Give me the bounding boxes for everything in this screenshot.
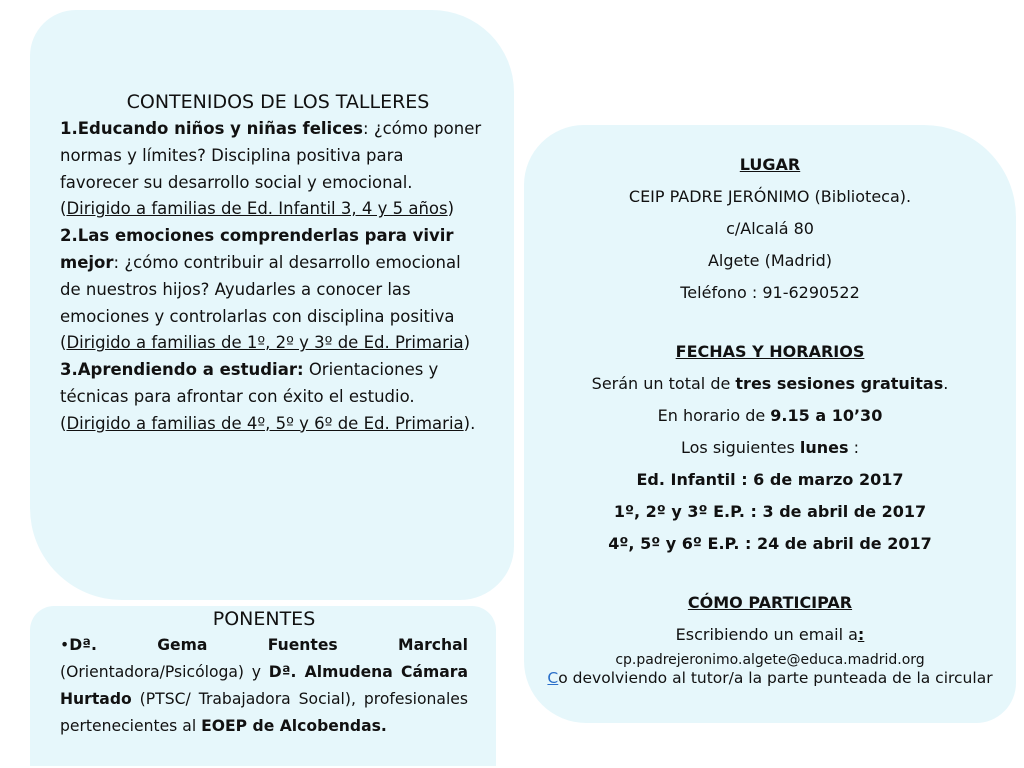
ponente-2-name: Dª. Almudena Cámara Hurtado (60, 663, 468, 708)
taller-2-audience: Dirigido a familias de 1º, 2º y 3º de Ed. Primaria (66, 333, 464, 353)
lugar-phone: Teléfono : 91-6290522 (680, 283, 860, 302)
ponente-1-name: Dª. Gema Fuentes Marchal (69, 636, 468, 654)
lugar-heading: LUGAR (739, 155, 801, 174)
taller-3-close: ). (463, 413, 476, 433)
fechas-horario-pre: En horario de (657, 406, 771, 425)
email-address[interactable]: cp.padrejeronimo.algete@educa.madrid.org (615, 652, 925, 668)
fechas-lunes-post: : (848, 438, 859, 457)
return-link-letter[interactable]: C (547, 669, 559, 687)
lugar-line-2: c/Alcalá 80 (726, 219, 814, 238)
fecha-ep-2-text: 4º, 5º y 6º E.P. : 24 de abril de 2017 (608, 534, 932, 553)
taller-1-text: ¿cómo poner normas y límites? Disciplina positiva para favorecer su desarrollo social y emocional. ( (60, 119, 482, 219)
taller-2-text: ¿cómo contribuir al desarrollo emocional de nuestros hijos? Ayudarles a conocer las emociones y controlarlas con disciplina positiva ( (60, 252, 461, 353)
fechas-lunes (534, 432, 1006, 464)
fecha-ep-1-text: 1º, 2º y 3º E.P. : 3 de abril de 2017 (613, 502, 927, 521)
taller-1-sep: : (363, 119, 374, 138)
fecha-ep-1 (534, 496, 1006, 528)
return-text: o devolviendo al tutor/a la parte punteada de la circular (558, 669, 993, 687)
taller-1-audience: Dirigido a familias de Ed. Infantil 3, 4 y 5 años (66, 199, 448, 219)
talleres-panel (30, 10, 514, 600)
taller-3-text: Orientaciones y técnicas para afrontar con éxito el estudio. ( (60, 360, 439, 433)
ponente-1-role: (Orientadora/Psicóloga) y (60, 663, 269, 681)
fechas-lunes-bold: lunes (799, 438, 849, 457)
lugar-line-1: CEIP PADRE JERÓNIMO (Biblioteca). (628, 187, 912, 206)
taller-3-audience: Dirigido a familias de 4º, 5º y 6º de Ed. Primaria (66, 413, 464, 433)
participar-email-pre: Escribiendo un email a (675, 625, 858, 644)
ponente-2-role: (PTSC/ Trabajadora Social), profesionales pertenecientes al (60, 690, 468, 735)
spacer (534, 560, 1006, 587)
fechas-lunes-pre: Los siguientes (680, 438, 800, 457)
participar-heading: CÓMO PARTICIPAR (687, 593, 853, 612)
fechas-horario (534, 400, 1006, 432)
participar-email-colon: : (857, 625, 865, 644)
taller-3-title: 3.Aprendiendo a estudiar: (60, 360, 304, 380)
fechas-total (534, 368, 1006, 400)
fecha-ep-2 (534, 528, 1006, 560)
ponentes-title: PONENTES (212, 608, 316, 630)
info-panel (524, 125, 1016, 723)
talleres-title: CONTENIDOS DE LOS TALLERES (126, 91, 430, 113)
ponentes-panel (30, 606, 496, 766)
lugar-line-3: Algete (Madrid) (707, 251, 833, 270)
fecha-infantil-text: Ed. Infantil : 6 de marzo 2017 (636, 470, 904, 489)
taller-item-3 (60, 357, 486, 437)
ponentes-text (60, 632, 468, 740)
fechas-horario-bold: 9.15 a 10’30 (770, 406, 883, 425)
taller-1-title: 1.Educando niños y niñas felices (60, 119, 364, 138)
fechas-total-pre: Serán un total de (591, 374, 736, 393)
taller-1-close: ) (447, 199, 455, 219)
ponentes-org: EOEP de Alcobendas. (201, 717, 387, 735)
taller-2-title: 2.Las emociones comprenderlas para vivir mejor (60, 226, 454, 272)
participar-email-line (534, 619, 1006, 651)
fechas-total-bold: tres sesiones gratuitas (735, 374, 944, 393)
taller-2-sep: : (113, 252, 125, 272)
fecha-infantil (534, 464, 1006, 496)
taller-2-close: ) (463, 333, 471, 353)
fechas-heading: FECHAS Y HORARIOS (675, 342, 865, 361)
taller-item-1 (60, 116, 486, 223)
spacer (534, 309, 1006, 336)
participar-return (534, 669, 1006, 687)
taller-item-2 (60, 223, 486, 357)
bullet-icon: • (60, 636, 70, 654)
fechas-total-post: . (943, 374, 949, 393)
